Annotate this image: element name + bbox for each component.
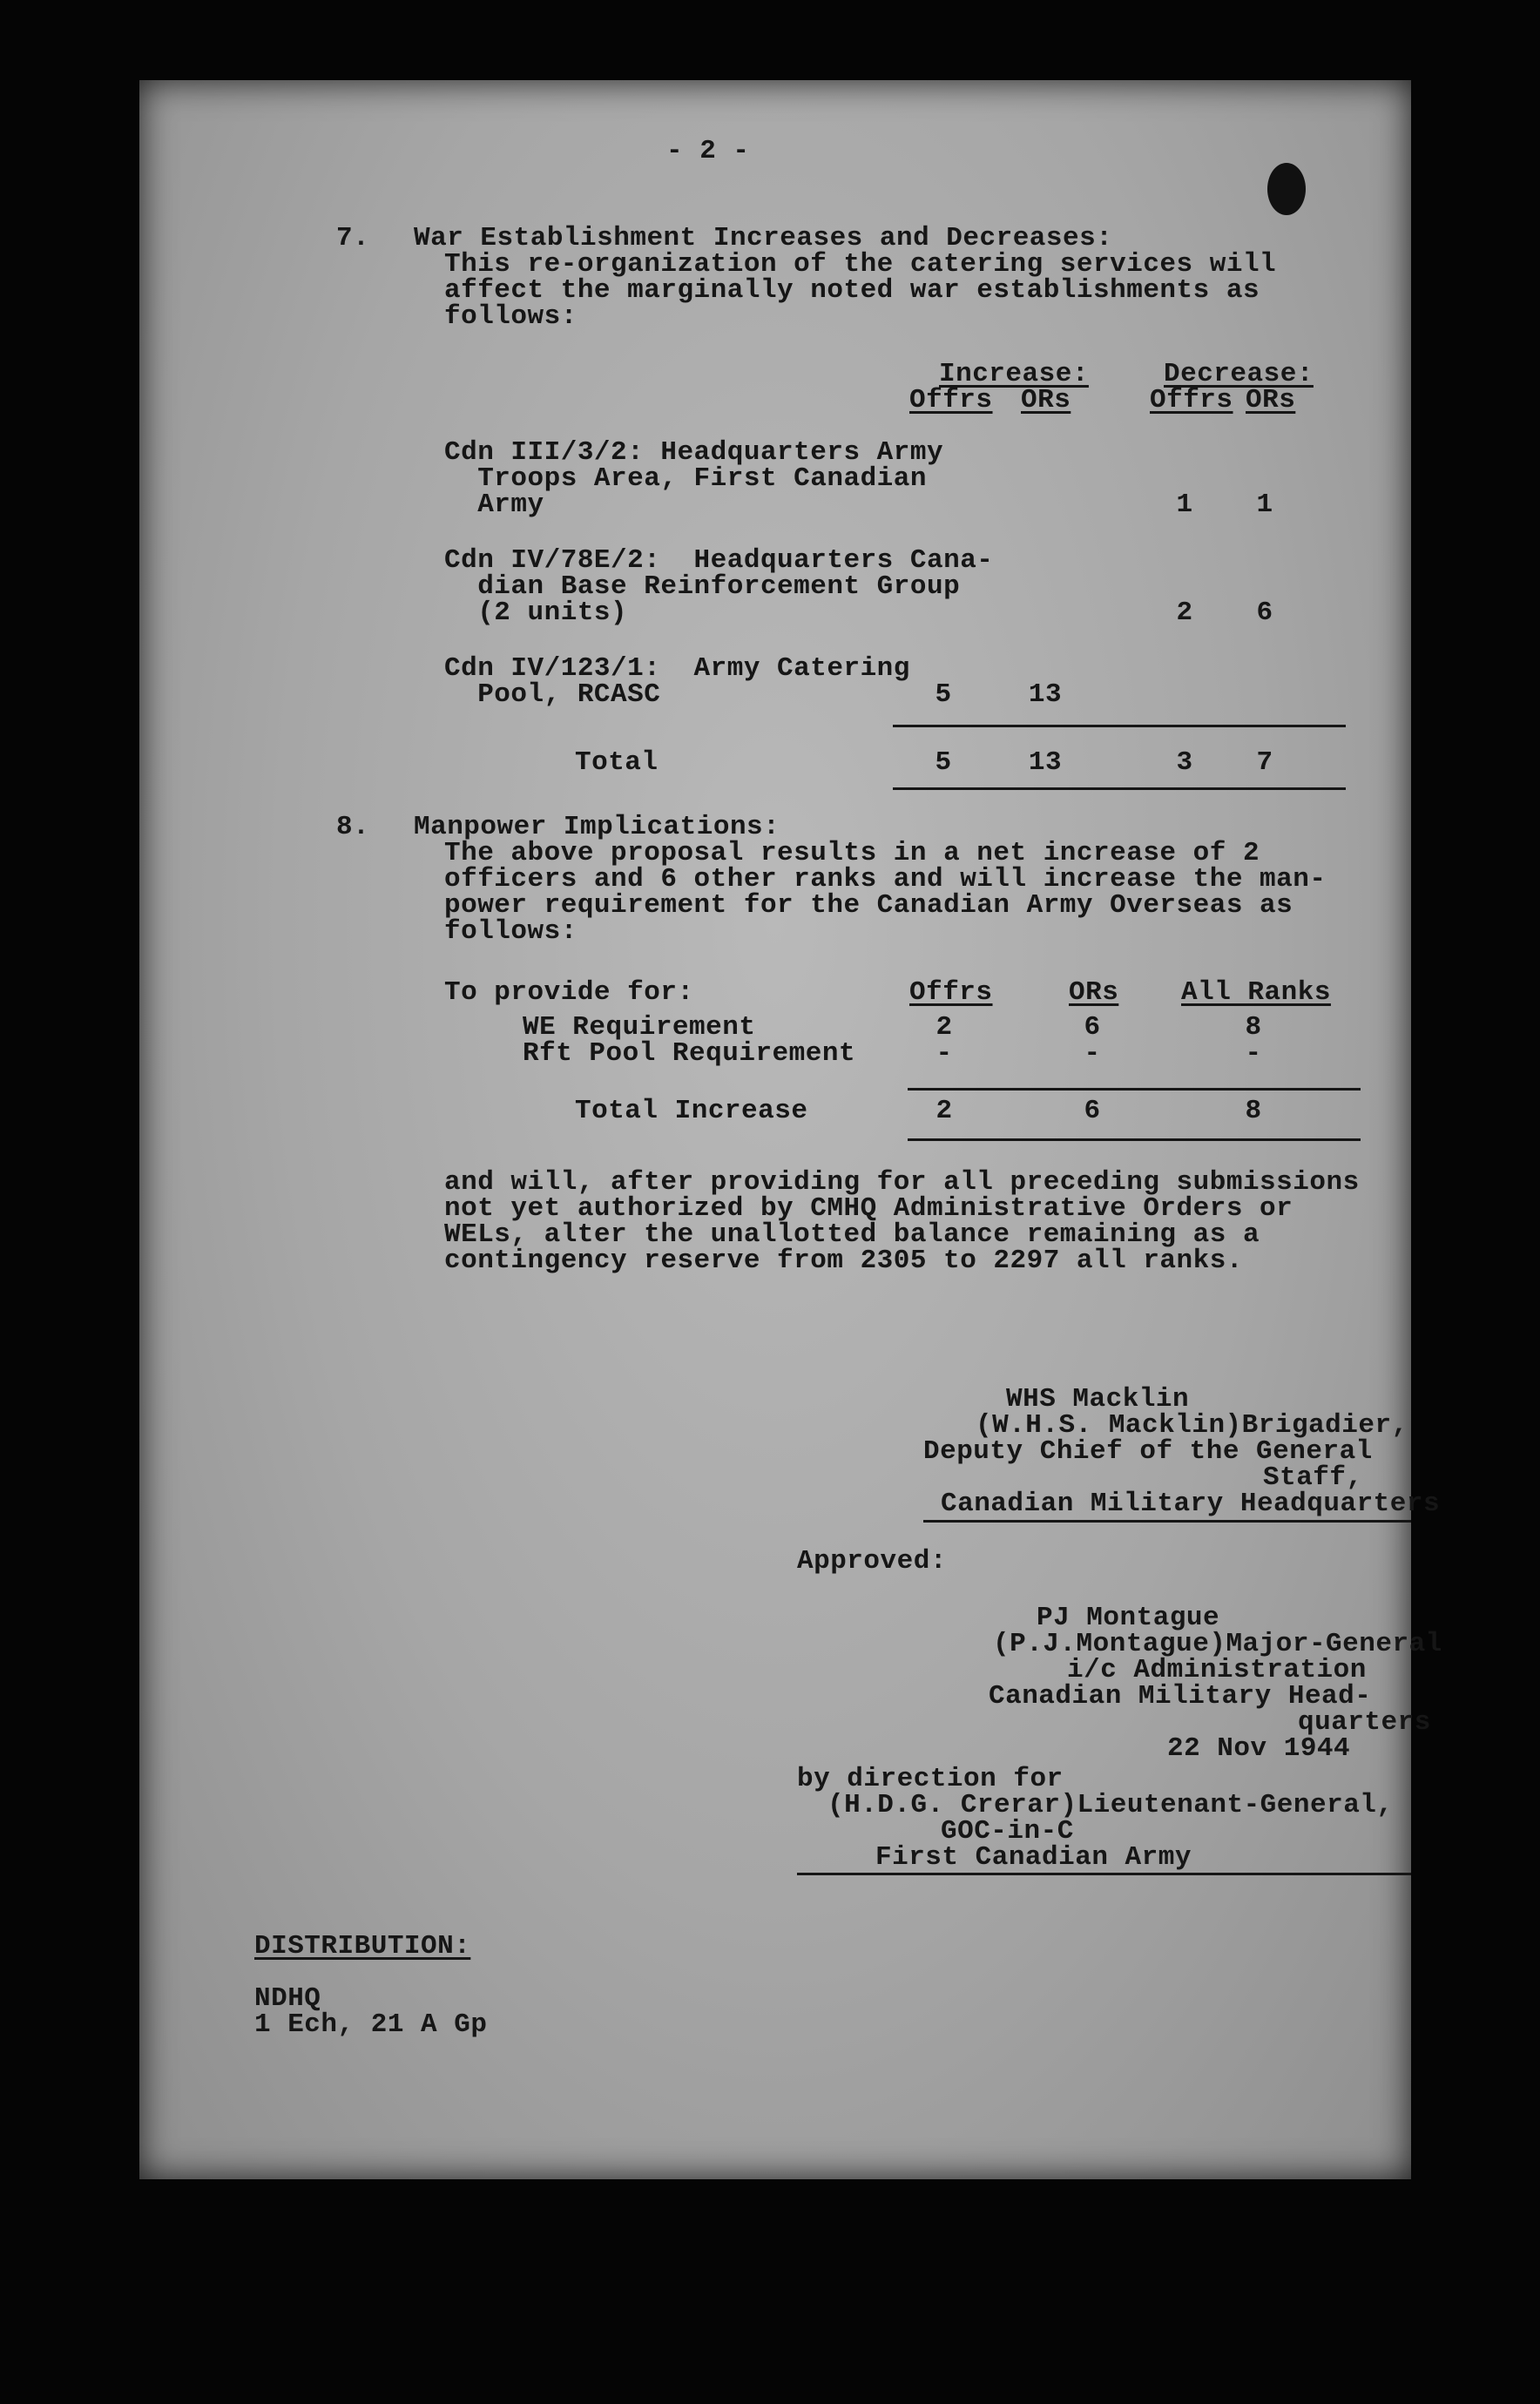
col-dec-offrs-header: Offrs bbox=[1150, 385, 1233, 415]
mp-row-label: Rft Pool Requirement bbox=[523, 1038, 856, 1069]
table-rule bbox=[908, 1138, 1361, 1141]
distribution-item: 1 Ech, 21 A Gp bbox=[254, 2009, 488, 2040]
we-total-label: Total bbox=[575, 747, 659, 778]
mp-row-all: 8 bbox=[1245, 1012, 1262, 1043]
signature1-line: Staff, bbox=[1263, 1462, 1363, 1493]
mp-total-ors: 6 bbox=[1084, 1096, 1101, 1126]
mp-row-offrs: 2 bbox=[935, 1012, 953, 1043]
distribution-heading: DISTRIBUTION: bbox=[254, 1931, 471, 1962]
closing-line: WELs, alter the unallotted balance remaining as a bbox=[444, 1219, 1260, 1250]
signature2-line: PJ Montague bbox=[1037, 1603, 1220, 1633]
we-row-line: Army bbox=[444, 490, 544, 520]
signature1-line: Canadian Military Headquarters bbox=[941, 1489, 1441, 1519]
document-page bbox=[139, 80, 1442, 2179]
we-row-line: (2 units) bbox=[444, 598, 628, 628]
we-row-dec-ors: 6 bbox=[1256, 598, 1273, 628]
mp-total-offrs: 2 bbox=[935, 1096, 953, 1126]
mp-ors-header: ORs bbox=[1069, 977, 1119, 1008]
signature2-line: (P.J.Montague)Major-General bbox=[993, 1629, 1442, 1659]
section8-intro-line: follows: bbox=[444, 916, 578, 947]
section8-intro-line: officers and 6 other ranks and will increase the man- bbox=[444, 864, 1327, 895]
col-increase-header: Increase: bbox=[939, 359, 1089, 389]
signature1-line: (W.H.S. Macklin)Brigadier, bbox=[976, 1410, 1408, 1441]
mp-offrs-header: Offrs bbox=[909, 977, 993, 1008]
mp-row-ors: 6 bbox=[1084, 1012, 1101, 1043]
mp-all-header: All Ranks bbox=[1181, 977, 1331, 1008]
section8-heading: Manpower Implications: bbox=[414, 812, 780, 842]
we-row-line: dian Base Reinforcement Group bbox=[444, 571, 961, 602]
we-total-inc-offrs: 5 bbox=[935, 747, 952, 778]
provide-for-label: To provide for: bbox=[444, 977, 694, 1008]
col-inc-offrs-header: Offrs bbox=[909, 385, 993, 415]
section7-heading: War Establishment Increases and Decreases: bbox=[414, 223, 1113, 253]
signature2-line: 22 Nov 1944 bbox=[1167, 1733, 1351, 1764]
signature2-line: i/c Administration bbox=[1067, 1655, 1367, 1685]
closing-line: not yet authorized by CMHQ Administrative Orders or bbox=[444, 1193, 1293, 1224]
we-total-dec-ors: 7 bbox=[1256, 747, 1273, 778]
page-number: - 2 - bbox=[666, 136, 750, 166]
signature3-line: GOC-in-C bbox=[941, 1816, 1074, 1847]
table-rule bbox=[893, 787, 1346, 790]
mp-row-all: - bbox=[1245, 1038, 1262, 1069]
we-row-line: Cdn IV/123/1: Army Catering bbox=[444, 653, 910, 684]
table-rule bbox=[893, 725, 1346, 727]
col-decrease-header: Decrease: bbox=[1164, 359, 1314, 389]
mp-total-label: Total Increase bbox=[575, 1096, 808, 1126]
signature-rule bbox=[923, 1520, 1411, 1523]
distribution-item: NDHQ bbox=[254, 1983, 321, 2014]
col-inc-ors-header: ORs bbox=[1021, 385, 1071, 415]
signature3-line: (H.D.G. Crerar)Lieutenant-General, bbox=[827, 1790, 1394, 1820]
signature3-line: First Canadian Army bbox=[875, 1842, 1192, 1873]
approved-label: Approved: bbox=[797, 1546, 947, 1577]
signature1-line: WHS Macklin bbox=[1006, 1384, 1190, 1415]
we-total-inc-ors: 13 bbox=[1028, 747, 1063, 778]
col-dec-ors-header: ORs bbox=[1246, 385, 1296, 415]
section7-number: 7. bbox=[336, 223, 370, 253]
mp-row-label: WE Requirement bbox=[523, 1012, 756, 1043]
section7-intro-line: follows: bbox=[444, 301, 578, 332]
signature3-line: by direction for bbox=[797, 1764, 1064, 1794]
we-row-dec-offrs: 2 bbox=[1176, 598, 1193, 628]
we-row-line: Cdn III/3/2: Headquarters Army bbox=[444, 437, 944, 468]
we-row-dec-ors: 1 bbox=[1256, 490, 1273, 520]
section8-number: 8. bbox=[336, 812, 370, 842]
section8-intro-line: The above proposal results in a net increase of 2 bbox=[444, 838, 1260, 868]
ink-blot bbox=[1267, 163, 1306, 215]
we-row-line: Troops Area, First Canadian bbox=[444, 463, 927, 494]
signature1-line: Deputy Chief of the General bbox=[923, 1436, 1373, 1467]
signature-rule bbox=[797, 1873, 1411, 1875]
closing-line: and will, after providing for all preceding submissions bbox=[444, 1167, 1360, 1198]
we-total-dec-offrs: 3 bbox=[1176, 747, 1193, 778]
mp-total-all: 8 bbox=[1245, 1096, 1262, 1126]
mp-row-offrs: - bbox=[935, 1038, 953, 1069]
section8-intro-line: power requirement for the Canadian Army Overseas as bbox=[444, 890, 1293, 921]
we-row-line: Pool, RCASC bbox=[444, 679, 661, 710]
we-row-inc-offrs: 5 bbox=[935, 679, 952, 710]
section7-intro-line: This re-organization of the catering services will bbox=[444, 249, 1277, 280]
mp-row-ors: - bbox=[1084, 1038, 1101, 1069]
closing-line: contingency reserve from 2305 to 2297 all ranks. bbox=[444, 1246, 1243, 1276]
we-row-dec-offrs: 1 bbox=[1176, 490, 1193, 520]
we-row-inc-ors: 13 bbox=[1028, 679, 1063, 710]
signature2-line: Canadian Military Head- bbox=[989, 1681, 1372, 1712]
table-rule bbox=[908, 1088, 1361, 1091]
section7-intro-line: affect the marginally noted war establishments as bbox=[444, 275, 1260, 306]
signature2-line: quarters bbox=[1298, 1707, 1431, 1738]
we-row-line: Cdn IV/78E/2: Headquarters Cana- bbox=[444, 545, 994, 576]
